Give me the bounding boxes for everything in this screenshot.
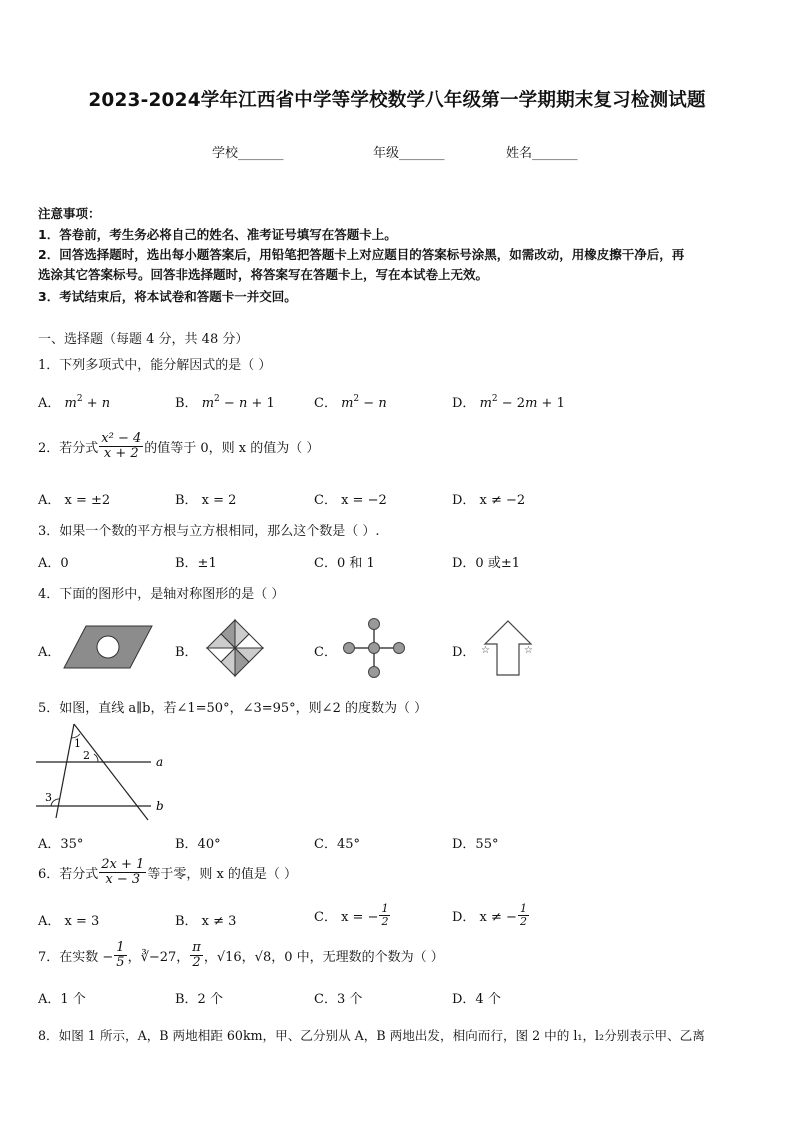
q1-option-d: D． $m^2 - 2m + 1$ [452, 394, 565, 411]
q6-option-d: D． x ≠ − $\frac{1}{2}$ [452, 902, 527, 928]
q7-option-c: C．3 个 [314, 992, 363, 1007]
q4-option-b: B． [175, 645, 198, 660]
angle-1-label: 1 [74, 737, 81, 750]
q1-option-c: C． $m^2 - n$ [314, 394, 387, 411]
q2-option-d: D． x ≠ −2 [452, 493, 526, 508]
q6-option-a: A． x = 3 [38, 914, 100, 929]
q7-option-d: D．4 个 [452, 992, 501, 1007]
page-title: 2023-2024学年江西省中学等学校数学八年级第一学期期末复习检测试题 [88, 90, 706, 111]
question-4-stem: 4．下面的图形中，是轴对称图形的是（ ） [38, 587, 285, 602]
q6-option-b: B． x ≠ 3 [175, 914, 237, 929]
question-3-stem: 3．如果一个数的平方根与立方根相同，那么这个数是（ ）. [38, 524, 380, 539]
notice-item: 3．考试结束后，将本试卷和答题卡一并交回。 [38, 289, 297, 304]
question-1-stem: 1．下列多项式中，能分解因式的是（ ） [38, 358, 272, 373]
q4-option-c: C． [314, 645, 337, 660]
pinwheel-figure [204, 617, 266, 679]
question-8-stem: 8．如图 1 所示，A，B 两地相距 60km，甲、乙分别从 A，B 两地出发，相向而行，图 2 中的 l₁，l₂分别表示甲、乙离 [38, 1028, 705, 1043]
notice-item: 选涂其它答案标号。回答非选择题时，将答案写在答题卡上，写在本试卷上无效。 [38, 267, 489, 282]
grade-field: 年级_______ [373, 146, 445, 161]
q5-option-d: D．55° [452, 837, 499, 852]
question-7-stem: 7．在实数 − $\frac{1}{5}$ ，∛−27， $\frac{\pi}{2}$ ，√16，√8，0 中，无理数的个数为（ ） [38, 940, 444, 970]
school-field: 学校_______ [212, 146, 284, 161]
arrow-stars-figure [478, 618, 538, 678]
name-field: 姓名_______ [506, 146, 578, 161]
line-b-label: b [156, 799, 164, 813]
q4-option-a: A． [38, 645, 61, 660]
fraction: $\frac{\text{x² − 4}}{x + 2}$ [101, 431, 142, 461]
q5-option-a: A．35° [38, 837, 84, 852]
q2-option-a: A． x = ±2 [38, 493, 111, 508]
q1-option-a: A． $m^2 + n$ [38, 394, 111, 411]
fraction: $\frac{2x + 1}{x - 3}$ [101, 857, 145, 887]
q4-option-d: D． [452, 645, 476, 660]
section-heading: 一、选择题（每题 4 分，共 48 分） [38, 332, 249, 347]
q6-option-c: C． x = − $\frac{1}{2}$ [314, 902, 389, 928]
q7-option-b: B．2 个 [175, 992, 223, 1007]
q3-option-c: C．0 和 1 [314, 556, 375, 571]
notice-heading: 注意事项： [38, 206, 101, 221]
parallelogram-circle-figure [62, 622, 154, 672]
svg-text:☆: ☆ [481, 645, 490, 656]
q7-option-a: A．1 个 [38, 992, 86, 1007]
notice-item: 1．答卷前，考生务必将自己的姓名、准考证号填写在答题卡上。 [38, 227, 397, 242]
question-6-stem: 6．若分式 $\frac{2x + 1}{x - 3}$ 等于零，则 x 的值是（ ） [38, 857, 298, 887]
svg-text:☆: ☆ [524, 645, 533, 656]
q2-option-c: C． x = −2 [314, 493, 387, 508]
q2-option-b: B． x = 2 [175, 493, 237, 508]
q3-option-b: B．±1 [175, 556, 217, 571]
angle-3-label: 3 [45, 791, 52, 804]
angle-2-label: 2 [83, 749, 90, 762]
q1-option-b: B． $m^2 - n + 1$ [175, 394, 275, 411]
q3-option-a: A．0 [38, 556, 69, 571]
question-5-stem: 5．如图，直线 a∥b，若∠1=50°，∠3=95°，则∠2 的度数为（ ） [38, 701, 428, 716]
parallel-lines-figure [36, 720, 171, 828]
question-2-stem: 2．若分式 $\frac{\text{x² − 4}}{x + 2}$ 的值等于 0，则 x 的值为（ ） [38, 431, 320, 461]
q3-option-d: D．0 或±1 [452, 556, 520, 571]
notice-item: 2．回答选择题时，选出每小题答案后，用铅笔把答题卡上对应题目的答案标号涂黑，如需改动，用橡皮擦干净后，再 [38, 247, 685, 262]
cross-circles-figure [340, 616, 408, 680]
q5-option-c: C．45° [314, 837, 360, 852]
q5-option-b: B．40° [175, 837, 221, 852]
line-a-label: a [156, 755, 164, 769]
